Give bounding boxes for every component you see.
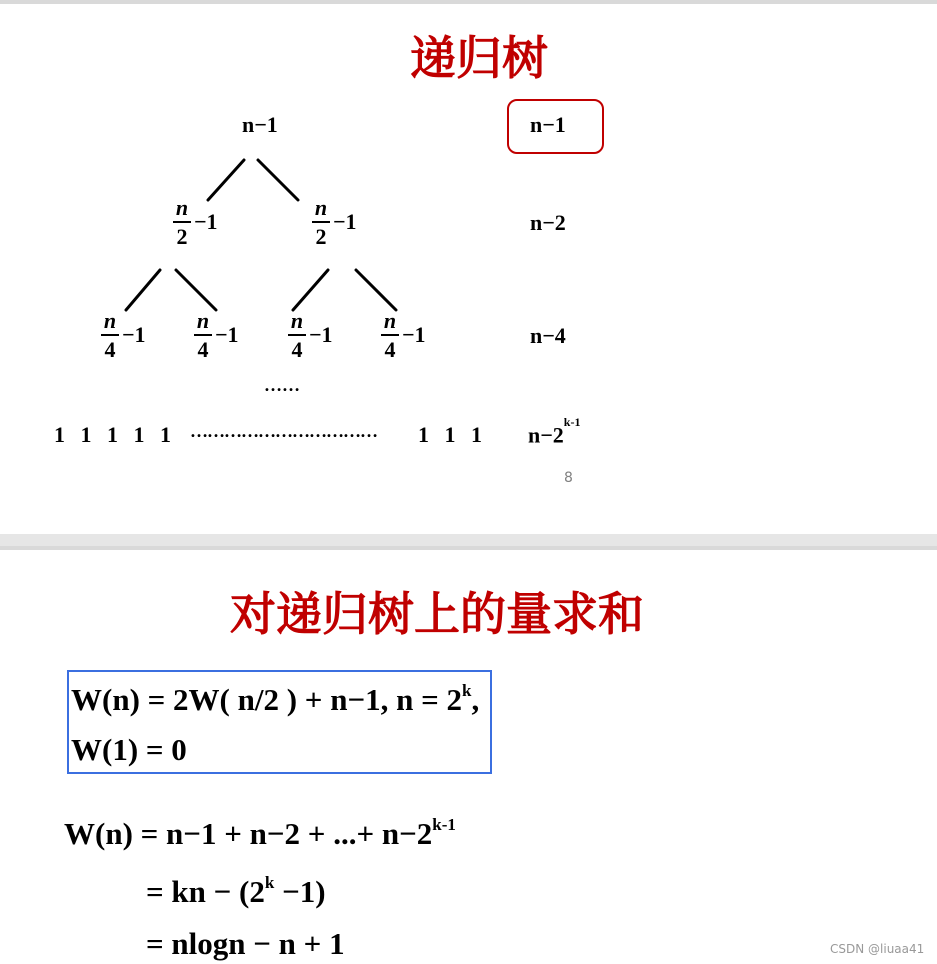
tree-ellipsis: …… [264, 375, 300, 395]
tree-leaves-dots: …………………………… [190, 421, 377, 441]
frac-denominator: 2 [176, 224, 188, 249]
tree-leaves-right: 1 1 1 [418, 422, 482, 447]
frac-tail: −1 [194, 209, 218, 234]
tree-edge [126, 270, 160, 310]
sum-line-1 [64, 815, 456, 851]
level-sum-last-base: n−2 [528, 422, 564, 448]
tree-leaves-left: 1 1 1 1 1 [54, 422, 171, 447]
sum-line-2-main: = kn − (2 [146, 874, 265, 909]
tree-edge [293, 270, 328, 310]
tree-edges [0, 4, 937, 538]
frac-denominator: 2 [315, 224, 327, 249]
sum-line-2-exp: k [264, 873, 275, 892]
frac-denominator: 4 [291, 337, 303, 362]
level-sum-2: n−4 [530, 323, 566, 348]
sum-line-1-exp: k-1 [432, 815, 456, 834]
tree-edge [208, 160, 244, 200]
slide-title: 递归树 [410, 31, 548, 85]
sum-line-1-main: W(n) = n−1 + n−2 + ...+ n−2 [64, 816, 433, 851]
sum-line-3: = nlogn − n + 1 [146, 926, 345, 961]
frac-numerator: n [196, 308, 210, 333]
frac-numerator: n [175, 195, 189, 220]
watermark: CSDN @liuaa41 [830, 942, 925, 956]
slide-separator [0, 534, 937, 546]
frac-numerator: n [103, 308, 117, 333]
recurrence-tail: , [471, 682, 480, 717]
frac-tail: −1 [333, 209, 357, 234]
frac-denominator: 4 [104, 337, 116, 362]
recurrence-main: W(n) = 2W( n/2 ) + n−1, n = 2 [71, 682, 463, 717]
tree-edge [258, 160, 298, 200]
frac-numerator: n [383, 308, 397, 333]
recurrence-exp: k [462, 681, 472, 700]
sum-line-2-tail: −1) [274, 874, 326, 909]
level-sum-last [528, 415, 581, 448]
frac-denominator: 4 [384, 337, 396, 362]
tree-edge [176, 270, 216, 310]
frac-tail: −1 [309, 322, 333, 347]
tree-edge [356, 270, 396, 310]
sum-line-2 [146, 873, 326, 909]
recurrence-line-1 [71, 681, 480, 717]
page-number: 8 [564, 470, 573, 486]
level-sum-0: n−1 [530, 112, 566, 137]
frac-denominator: 4 [197, 337, 209, 362]
slide-title: 对递归树上的量求和 [230, 587, 644, 641]
level-sum-last-exp: k-1 [563, 415, 581, 429]
frac-numerator: n [314, 195, 328, 220]
frac-tail: −1 [402, 322, 426, 347]
level-sum-1: n−2 [530, 210, 566, 235]
tree-root: n−1 [242, 112, 278, 137]
frac-tail: −1 [215, 322, 239, 347]
frac-numerator: n [290, 308, 304, 333]
frac-tail: −1 [122, 322, 146, 347]
recurrence-line-2: W(1) = 0 [71, 732, 187, 767]
